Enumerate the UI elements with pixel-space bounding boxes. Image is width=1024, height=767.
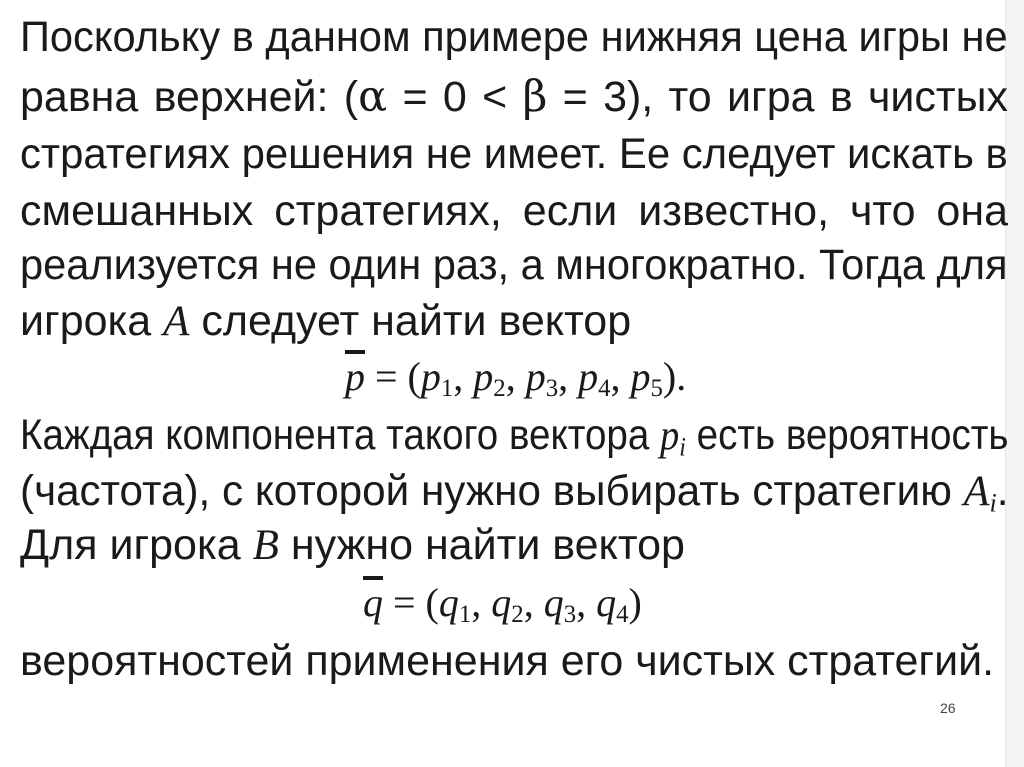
text-segment: = 3), то игра в чистых bbox=[547, 73, 1008, 121]
text-segment: . bbox=[996, 467, 1009, 515]
text-line-2 bbox=[20, 72, 1008, 122]
text-line-10 bbox=[20, 636, 1008, 686]
text-segment: есть вероятность bbox=[685, 411, 1009, 459]
formula-term: q bbox=[596, 580, 617, 625]
text-line-9 bbox=[20, 520, 1008, 571]
formula-subscript: 1 bbox=[440, 375, 454, 403]
formula-term: p bbox=[420, 354, 441, 399]
variable-a-i: A bbox=[963, 468, 990, 515]
page-number: 26 bbox=[940, 700, 956, 716]
formula-term: p bbox=[525, 354, 546, 399]
text-line-3-content: стратегиях решения не имеет. Ее следует искать в bbox=[20, 130, 1008, 178]
formula-term: q bbox=[543, 580, 564, 625]
formula-open: = ( bbox=[383, 580, 439, 625]
text-segment: игрока bbox=[20, 297, 164, 345]
subscript-i: i bbox=[989, 487, 997, 518]
formula-p-vector: $\overline{p} = (p_1$, $p_2$, $p_3$, $p_4$, $p_5$). bbox=[345, 354, 687, 403]
formula-subscript: 4 bbox=[598, 375, 611, 403]
formula-term: p bbox=[578, 354, 599, 399]
text-line-7 bbox=[20, 410, 1009, 462]
formula-q-vector: $\overline{q} = (q_1$, $q_2$, $q_3$, $q_4$) bbox=[363, 580, 642, 629]
formula-term: q bbox=[491, 580, 512, 625]
formula-open: = ( bbox=[365, 354, 421, 399]
formula-close: ) bbox=[628, 580, 642, 625]
text-line-10-content: вероятностей применения его чистых стратегий. bbox=[20, 637, 995, 685]
formula-subscript: 3 bbox=[545, 375, 559, 403]
text-segment: Для игрока bbox=[20, 521, 253, 569]
formula-subscript: 4 bbox=[616, 601, 629, 629]
text-segment: равна верхней: ( bbox=[20, 73, 359, 121]
formula-subscript: 1 bbox=[458, 601, 472, 629]
text-line-6 bbox=[20, 296, 1008, 347]
formula-term: p bbox=[630, 354, 651, 399]
text-line-1 bbox=[20, 12, 1008, 62]
text-line-4-content: смешанных стратегиях, если известно, что она bbox=[20, 187, 1008, 235]
text-segment: следует найти вектор bbox=[189, 297, 632, 345]
text-line-8 bbox=[20, 466, 1009, 518]
p-vector-symbol: $\overline{p}$ bbox=[345, 354, 365, 399]
formula-term: q bbox=[438, 580, 459, 625]
text-line-1-content: Поскольку в данном примере нижняя цена игры не bbox=[20, 13, 1008, 61]
formula-term: p bbox=[473, 354, 494, 399]
text-line-3 bbox=[20, 129, 1008, 179]
text-line-4 bbox=[20, 186, 1008, 236]
q-vector-symbol: $\overline{q}$ bbox=[363, 580, 383, 625]
text-segment: Каждая компонента такого вектора bbox=[20, 411, 661, 459]
subscript-i: i bbox=[679, 431, 686, 462]
variable-p: p bbox=[660, 412, 680, 459]
beta-symbol: β bbox=[522, 72, 548, 122]
text-segment: нужно найти вектор bbox=[278, 521, 685, 569]
text-segment: (частота), с которой нужно выбирать стратегию bbox=[20, 467, 964, 515]
text-segment: = 0 < bbox=[387, 73, 523, 121]
text-line-5 bbox=[20, 240, 1008, 290]
formula-subscript: 3 bbox=[563, 601, 577, 629]
variable-b: B bbox=[252, 522, 279, 569]
variable-a: A bbox=[163, 298, 190, 345]
alpha-symbol: α bbox=[358, 72, 388, 122]
formula-close: ). bbox=[662, 354, 687, 399]
formula-subscript: 2 bbox=[511, 601, 524, 629]
formula-subscript: 2 bbox=[493, 375, 506, 403]
text-line-5-content: реализуется не один раз, а многократно. Тогда для bbox=[20, 241, 1008, 289]
formula-subscript: 5 bbox=[650, 375, 663, 403]
